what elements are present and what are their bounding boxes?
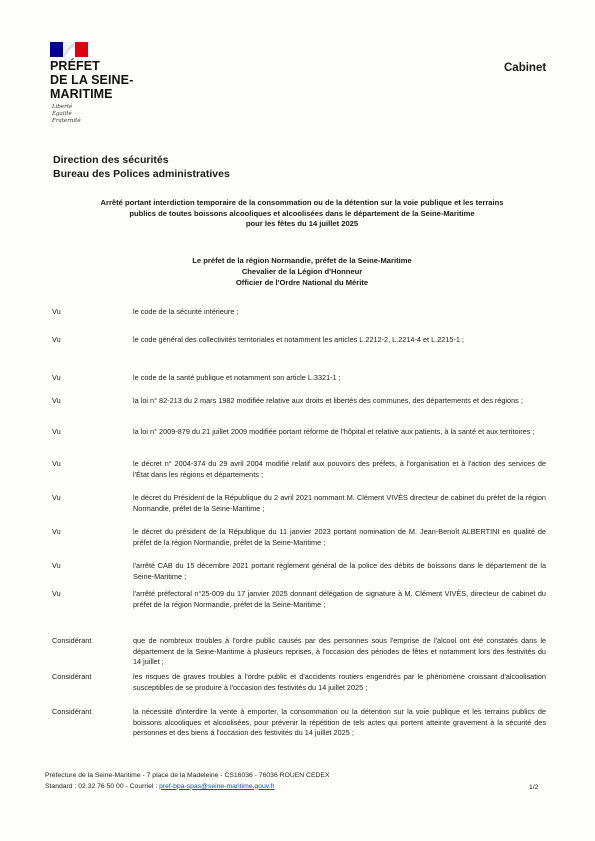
clause-label: Vu [52, 396, 61, 405]
clause-text: le code de la santé publique et notamment son article L.3321-1 ; [133, 373, 341, 382]
clause-text: le code de la sécurité intérieure ; [133, 307, 239, 316]
prefet-line: Officier de l'Ordre National du Mérite [235, 278, 369, 287]
title-line: pour les fêtes du 14 juillet 2025 [245, 219, 359, 228]
email-link[interactable]: pref-bpa-spas@seine-maritime.gouv.fr [159, 782, 275, 790]
republic-motto [52, 104, 81, 125]
clause-text: le code général des collectivités territoriales et notamment les articles L.2212-2, L.2214-4 et L.2215-1 ; [133, 335, 464, 344]
clause-label: Considérant [52, 672, 92, 681]
direction-name: Direction des sécurités [53, 154, 169, 166]
prefet-identity [52, 255, 552, 288]
arrete-title [52, 198, 552, 230]
direction-block [53, 153, 230, 181]
marianne-logo-icon [50, 42, 88, 57]
clause-label: Vu [52, 335, 61, 344]
institution-name [50, 59, 133, 101]
clause-label: Vu [52, 527, 61, 536]
institution-line: PRÉFET [50, 59, 100, 73]
institution-line: DE LA SEINE- [50, 73, 134, 87]
title-line: publics de toutes boissons alcooliques et alcoolisées dans le département de la Seine-Maritime [129, 208, 475, 218]
clause-label: Vu [52, 589, 61, 598]
clause-text: que de nombreux troubles à l'ordre public causés par des personnes sous l'emprise de l'alcool ont été constatés dans le département de la Seine-Maritime à plusieurs reprises, à l'occasion des périodes de fêtes et notamment lors des festivités du 14 juillet ; [133, 636, 546, 666]
clause-text: le décret du Président de la République du 2 avril 2021 nommant M. Clément VIVÈS directeur de cabinet du préfet de la région Normandie, préfet de la Seine-Maritime ; [133, 493, 546, 513]
footer-contact [45, 782, 550, 793]
service-name: Cabinet [504, 62, 547, 74]
clause-label: Considérant [52, 636, 92, 645]
prefet-line: Chevalier de la Légion d'Honneur [241, 267, 363, 276]
clause-text: la nécessité d'interdire la vente à emporter, la consommation ou la détention sur la voie publique et les terrains publics de boissons alcooliques et alcoolisées, pour prévenir la répétition de tels actes qui portent atteinte gravement à la sécurité des personnes et des biens à l'occasion des festivités du 14 juillet 2025 ; [133, 707, 546, 737]
clause-text: la loi n° 2009-879 du 21 juillet 2009 modifiée portant réforme de l'hôpital et relative aux patients, à la santé et aux territoires ; [133, 427, 535, 436]
page-number: 1/2 [529, 784, 539, 791]
prefet-line: Le préfet de la région Normandie, préfet de la Seine-Maritime [192, 256, 412, 265]
clause-text: le décret n° 2004-374 du 29 avril 2004 modifié relatif aux pouvoirs des préfets, à l'organisation et à l'action des services de l'État dans les régions et départements ; [133, 459, 546, 479]
clause-label: Vu [52, 307, 61, 316]
clause-label: Vu [52, 427, 61, 436]
clause-text: l'arrêté CAB du 15 décembre 2021 portant règlement général de la police des débits de boissons dans le département de la Seine-Maritime ; [133, 561, 546, 581]
clause-text: l'arrêté préfectoral n°25-009 du 17 janvier 2025 donnant délégation de signature à M. Clément VIVÈS, directeur de cabinet du préfet de la région Normandie, préfet de la Seine-Maritime ; [133, 589, 546, 609]
footer [45, 771, 550, 792]
clause-label: Vu [52, 561, 61, 570]
bureau-name: Bureau des Polices administratives [53, 168, 230, 180]
footer-address: Préfecture de la Seine-Maritime - 7 place de la Madeleine - CS16036 - 76036 ROUEN CEDEX [45, 772, 330, 779]
clause-label: Vu [52, 459, 61, 468]
footer-phone: Standard : 02 32 76 50 00 - Courriel : [45, 782, 160, 790]
motto-line: Liberté [52, 104, 73, 110]
clause-label: Vu [52, 373, 61, 382]
institution-line: MARITIME [50, 87, 113, 101]
title-line: Arrêté portant interdiction temporaire de la consommation ou de la détention sur la voie publique et les terrains [100, 198, 504, 207]
clause-label: Considérant [52, 707, 92, 716]
clause-text: la loi n° 82-213 du 2 mars 1982 modifiée relative aux droits et libertés des communes, des départements et des régions ; [133, 396, 523, 405]
clause-text: le décret du président de la République du 11 janvier 2023 portant nomination de M. Jean-Benoît ALBERTINI en qualité de préfet de la région Normandie, préfet de la Seine-Maritime ; [133, 527, 546, 547]
motto-line: Fraternité [52, 118, 81, 124]
motto-line: Égalité [52, 111, 72, 117]
clause-text: les risques de graves troubles à l'ordre public et d'accidents routiers engendrés par le phénomène croissant d'alcoolisation susceptibles de se produire à l'occasion des festivités du 14 juillet 2025 ; [133, 672, 546, 692]
clause-label: Vu [52, 493, 61, 502]
